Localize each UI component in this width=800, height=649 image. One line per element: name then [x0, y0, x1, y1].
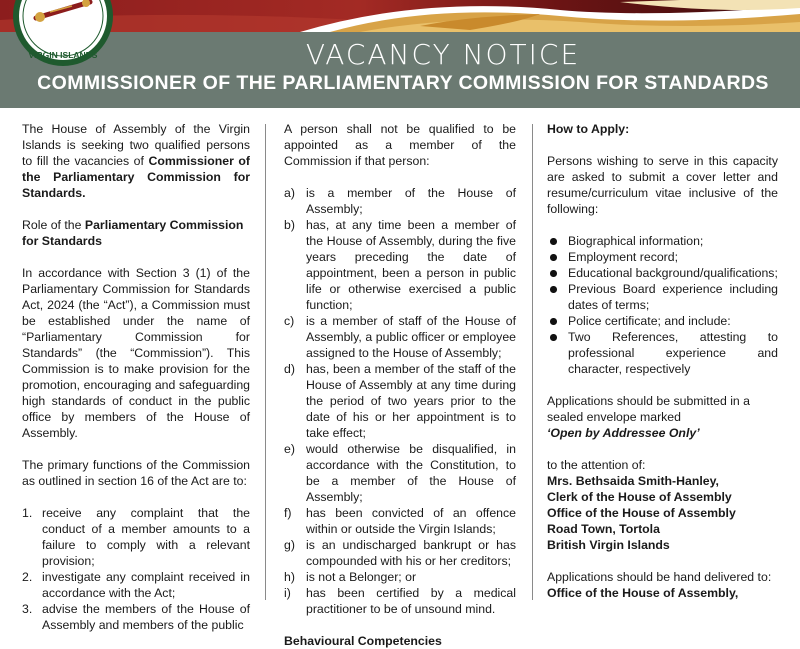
requirements-list [547, 233, 778, 377]
disqualification-item: c) is a member of staff of the House of Assembly, a public officer or employee assigned to the House of Assembly; [284, 314, 516, 360]
column-qualifications [284, 121, 516, 648]
address-line: Office of the House of Assembly [547, 506, 736, 520]
requirement-item: Police certificate; and include: [547, 313, 778, 329]
column-divider-right [532, 124, 533, 600]
position-title: COMMISSIONER OF THE PARLIAMENTARY COMMISSION FOR STANDARDS [37, 72, 769, 94]
decorative-banner [0, 0, 800, 32]
page-title: VACANCY NOTICE [305, 38, 581, 71]
how-to-apply-heading: How to Apply: [547, 122, 630, 136]
header-band [0, 0, 800, 108]
requirement-item: Two References, attesting to professional experience and character, respectively [547, 329, 778, 377]
function-item: 1. receive any complaint that the conduct of a member amounts to a failure to comply with a relevant provision; [22, 506, 250, 568]
disqualification-item: a) is a member of the House of Assembly; [284, 186, 516, 216]
role-heading: Role of the Parliamentary Commission for Standards [22, 218, 244, 248]
seal-text: VIRGIN ISLANDS [28, 50, 98, 60]
column-divider-left [265, 124, 266, 600]
column-role [22, 121, 250, 632]
bullet-icon [550, 238, 557, 245]
envelope-marking: ‘Open by Addressee Only’ [547, 426, 700, 440]
disqualification-item: h) is not a Belonger; or [284, 570, 417, 584]
disqualification-list [284, 185, 516, 617]
disqualification-item: b) has, at any time been a member of the House of Assembly, during the five years preceding the date of appointment, been a person in public life or otherwise exercised a public function; [284, 218, 516, 312]
bullet-icon [550, 286, 557, 293]
functions-intro: The primary functions of the Commission as outlined in section 16 of the Act are to: [22, 458, 250, 488]
requirement-item: Biographical information; [547, 233, 778, 249]
bullet-icon [550, 334, 557, 341]
attention-line: to the attention of: [547, 458, 646, 472]
vacancy-name: Commissioner of the Parliamentary Commission for Standards. [22, 154, 250, 200]
function-item: 3. advise the members of the House of Assembly and members of the public [22, 602, 250, 632]
disqualification-item: g) is an undischarged bankrupt or has compounded with his or her creditors; [284, 538, 516, 568]
functions-list [22, 505, 250, 633]
address-line: Mrs. Bethsaida Smith-Hanley, [547, 474, 719, 488]
address-line: Road Town, Tortola [547, 522, 660, 536]
requirement-item: Educational background/qualifications; [547, 265, 778, 281]
behavioural-heading: Behavioural Competencies [284, 634, 442, 648]
hand-delivery-office: Office of the House of Assembly, [547, 586, 739, 600]
bullet-icon [550, 254, 557, 261]
requirement-item: Previous Board experience including dates of terms; [547, 281, 778, 313]
intro-paragraph: The House of Assembly of the Virgin Islands is seeking two qualified persons to fill the vacancies of Commissioner of the Parliamentary Commission for Standards. [22, 122, 250, 200]
disqualification-item: d) has, been a member of the staff of the House of Assembly at any time during the period of two years prior to the date of his or her appointment is to take effect; [284, 362, 516, 440]
disqualification-item: i) has been certified by a medical practitioner to be of unsound mind. [284, 586, 516, 616]
address-line: Clerk of the House of Assembly [547, 490, 732, 504]
disqualification-item: f) has been convicted of an offence within or outside the Virgin Islands; [284, 506, 516, 536]
accordance-paragraph: In accordance with Section 3 (1) of the Parliamentary Commission for Standards Act, 2024 (the “Act”), a Commission must be established under the name of “Parliamentary Commission for Standards” (the “Commission”). This Commission is to make provision for the promotion, encouraging and safeguarding high standards of conduct in the public office by members of the House of Assembly. [22, 266, 250, 440]
bullet-icon [550, 318, 557, 325]
mailing-address [547, 473, 778, 553]
column-how-to-apply [547, 121, 778, 600]
bullet-icon [550, 270, 557, 277]
requirement-item: Employment record; [547, 249, 778, 265]
function-item: 2. investigate any complaint received in accordance with the Act; [22, 570, 250, 600]
how-to-apply-text: Persons wishing to serve in this capacity are asked to submit a cover letter and resume/curriculum vitae inclusive of the following: [547, 154, 778, 216]
address-line: British Virgin Islands [547, 538, 670, 552]
hand-delivery-text: Applications should be hand delivered to: [547, 570, 772, 584]
disqualification-intro: A person shall not be qualified to be appointed as a member of the Commission if that person: [284, 122, 516, 168]
disqualification-item: e) would otherwise be disqualified, in accordance with the Constitution, to be a member of the House of Assembly; [284, 442, 516, 504]
submission-instructions: Applications should be submitted in a sealed envelope marked [547, 394, 751, 424]
